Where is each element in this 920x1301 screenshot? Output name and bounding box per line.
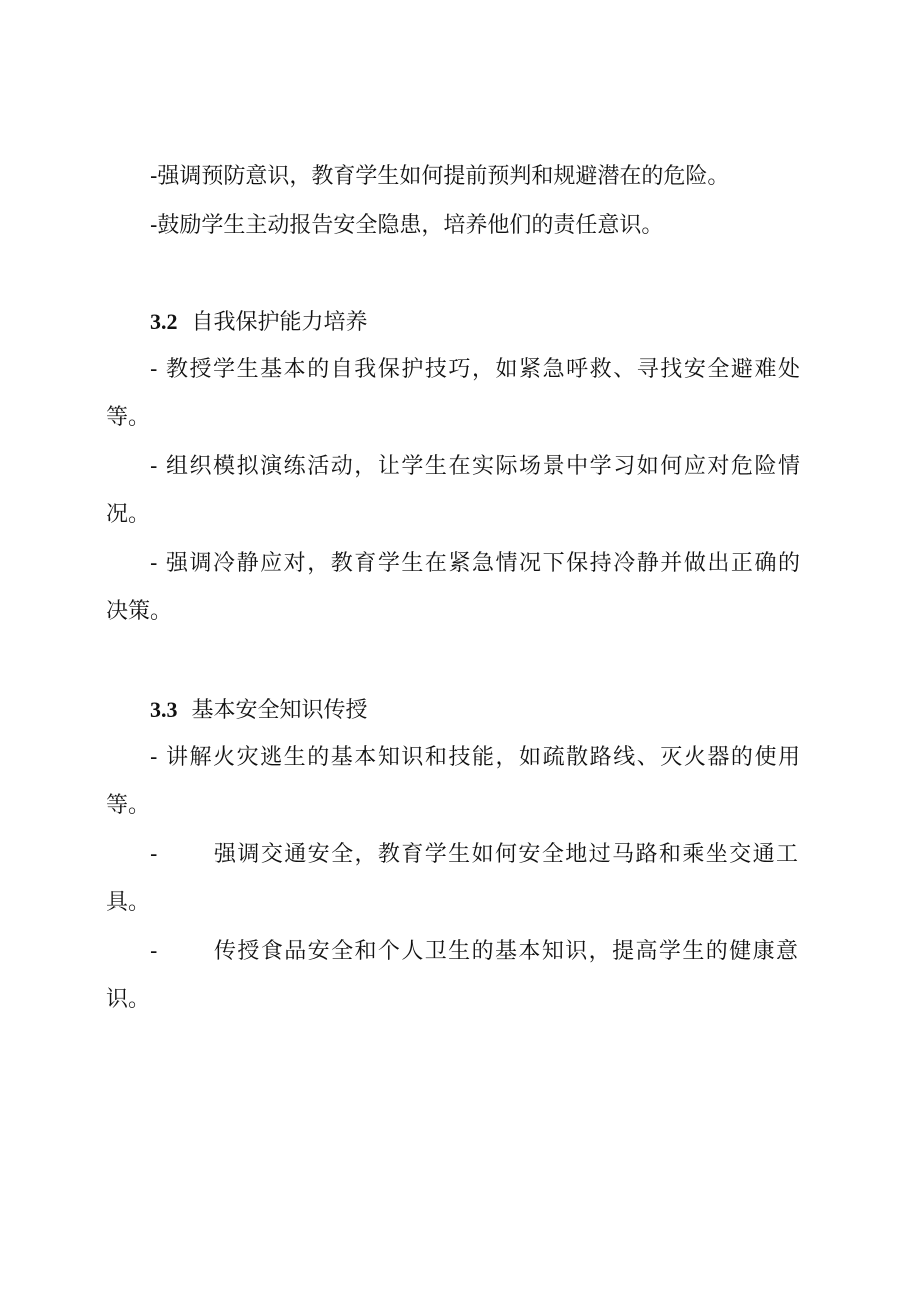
section-title: 自我保护能力培养 <box>191 310 368 335</box>
list-item-continuation: 识。 <box>106 987 151 1012</box>
list-item-bullet: - <box>150 939 158 964</box>
section-heading-3-2 <box>150 307 368 338</box>
section-heading-3-3 <box>150 695 368 726</box>
list-item-text: - 讲解火灾逃生的基本知识和技能，如疏散路线、灭火器的使用 <box>150 745 800 770</box>
list-item-text: - 教授学生基本的自我保护技巧，如紧急呼救、寻找安全避难处 <box>150 357 800 382</box>
list-item-continuation: 等。 <box>106 405 151 430</box>
list-item-continuation: 具。 <box>106 890 151 915</box>
section-title: 基本安全知识传授 <box>191 698 368 723</box>
list-item-first-line <box>150 355 800 385</box>
list-item-continuation: 决策。 <box>106 599 173 624</box>
list-item-continuation: 况。 <box>106 502 151 527</box>
list-item-text: - 组织模拟演练活动，让学生在实际场景中学习如何应对危险情 <box>150 454 800 479</box>
list-item-text: - 强调冷静应对，教育学生在紧急情况下保持冷静并做出正确的 <box>150 551 800 576</box>
section-number: 3.3 <box>150 697 178 722</box>
list-item-first-line <box>150 549 800 579</box>
list-item-first-line <box>150 452 800 482</box>
list-item-first-line <box>150 743 800 773</box>
paragraph-line: -鼓励学生主动报告安全隐患，培养他们的责任意识。 <box>150 213 664 238</box>
list-item-continuation: 等。 <box>106 793 151 818</box>
list-item-first-line <box>214 937 798 967</box>
list-item-text: 传授食品安全和个人卫生的基本知识，提高学生的健康意 <box>214 939 798 964</box>
section-number: 3.2 <box>150 309 178 334</box>
list-item-first-line <box>214 840 798 870</box>
list-item-bullet: - <box>150 842 158 867</box>
list-item-text: 强调交通安全，教育学生如何安全地过马路和乘坐交通工 <box>214 842 798 867</box>
paragraph-line: -强调预防意识，教育学生如何提前预判和规避潜在的危险。 <box>150 164 730 189</box>
